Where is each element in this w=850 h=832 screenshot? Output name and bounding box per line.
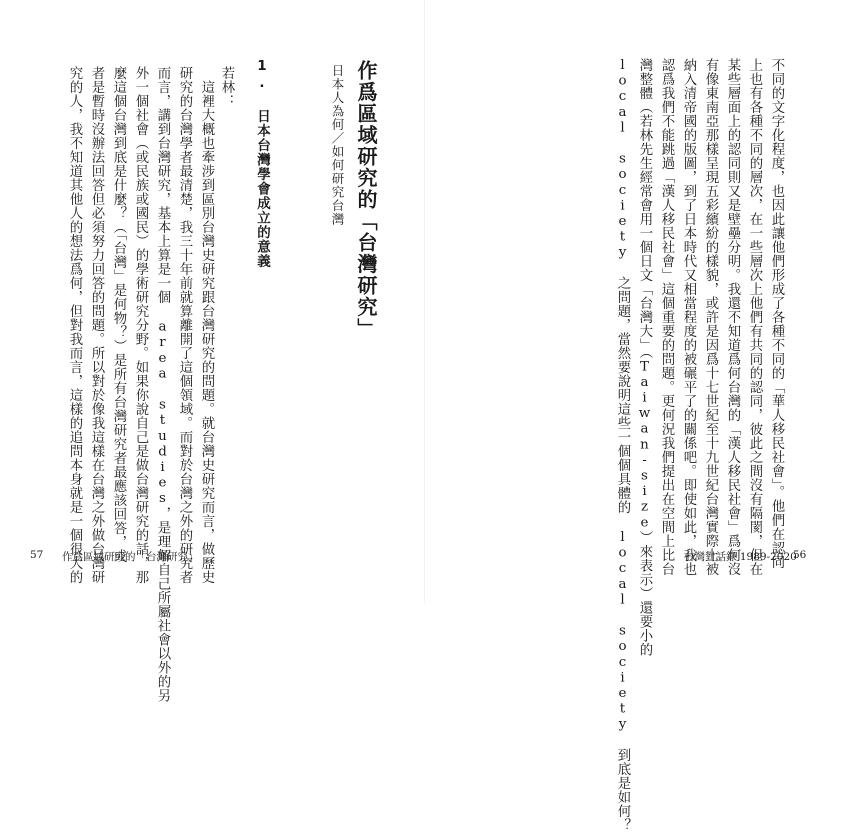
running-head: 台灣對話錄 1989-2020 bbox=[684, 551, 797, 563]
body-line: 有像東南亞那樣呈現五彩繽紛的樣貌，或許是因爲十七世紀至十九世紀台灣實際上被 bbox=[703, 58, 718, 576]
chapter-title: 作爲區域研究的「台灣研究」 bbox=[354, 60, 378, 340]
body-line: 麼這個台灣到底是什麼？（「台灣」是何物？）是所有台灣研究者最應該回答，或 bbox=[111, 66, 126, 564]
chapter-subtitle: 日本人為何／如何研究台灣 bbox=[330, 64, 345, 226]
body-line: 上也有各種不同的層次，在一些層次上他們有共同的認同，彼此之間沒有隔閡，但在 bbox=[747, 58, 762, 576]
speaker-label: 若林： bbox=[219, 66, 234, 108]
body-line: 而言，講到台灣研究，基本上算是一個 area studies，是理解自己所屬社會以外的另 bbox=[155, 66, 170, 703]
body-line: 某些層面上的認同則又是壁壘分明。我還不知道爲何台灣的「漢人移民社會」爲何沒 bbox=[725, 58, 740, 576]
body-line: 灣整體（若林先生經常會用一個日文「台灣大」（Taiwan-size）來表示）還要小的 bbox=[637, 58, 652, 657]
section-heading: 1. 日本台灣學會成立的意義 bbox=[254, 58, 270, 269]
body-line: 研究的台灣學者最清楚，我三十年前就算離開了這個領域。而對於台灣之外的研究者 bbox=[177, 66, 192, 584]
right-page bbox=[425, 0, 850, 832]
running-head: 作爲區域研究的「台灣研究」 bbox=[62, 551, 199, 563]
page-number: 56 bbox=[793, 549, 807, 561]
body-line: 究的人，我不知道其他人的想法爲何，但對我而言，這樣的追問本身就是一個很大的 bbox=[67, 66, 82, 584]
body-line: 者是暫時沒辦法回答但必須努力回答的問題。所以對於像我這樣在台灣之外做台灣研 bbox=[89, 66, 104, 584]
body-line: 外一個社會（或民族或國民）的學術研究分野。如果你說自己是做台灣研究的話，那 bbox=[133, 66, 148, 584]
body-line: 不同的文字化程度，也因此讓他們形成了各種不同的「華人移民社會」。他們在認同 bbox=[769, 58, 784, 570]
page-number: 57 bbox=[30, 549, 44, 561]
left-page bbox=[0, 0, 425, 703]
body-line: local society 之問題，當然要說明這些一個個具體的 local society 到底是如何？ bbox=[615, 58, 630, 832]
body-line: 認爲我們不能跳過「漢人移民社會」這個重要的問題。更何況我們提出在空間上比台 bbox=[659, 58, 674, 576]
body-line: 這裡大概也牽涉到區別台灣史研究跟台灣研究的問題。就台灣史研究而言，做歷史 bbox=[199, 66, 214, 584]
body-line: 納入清帝國的版圖，到了日本時代又相當程度的被碾平了的關係吧。即使如此，我也 bbox=[681, 58, 696, 576]
